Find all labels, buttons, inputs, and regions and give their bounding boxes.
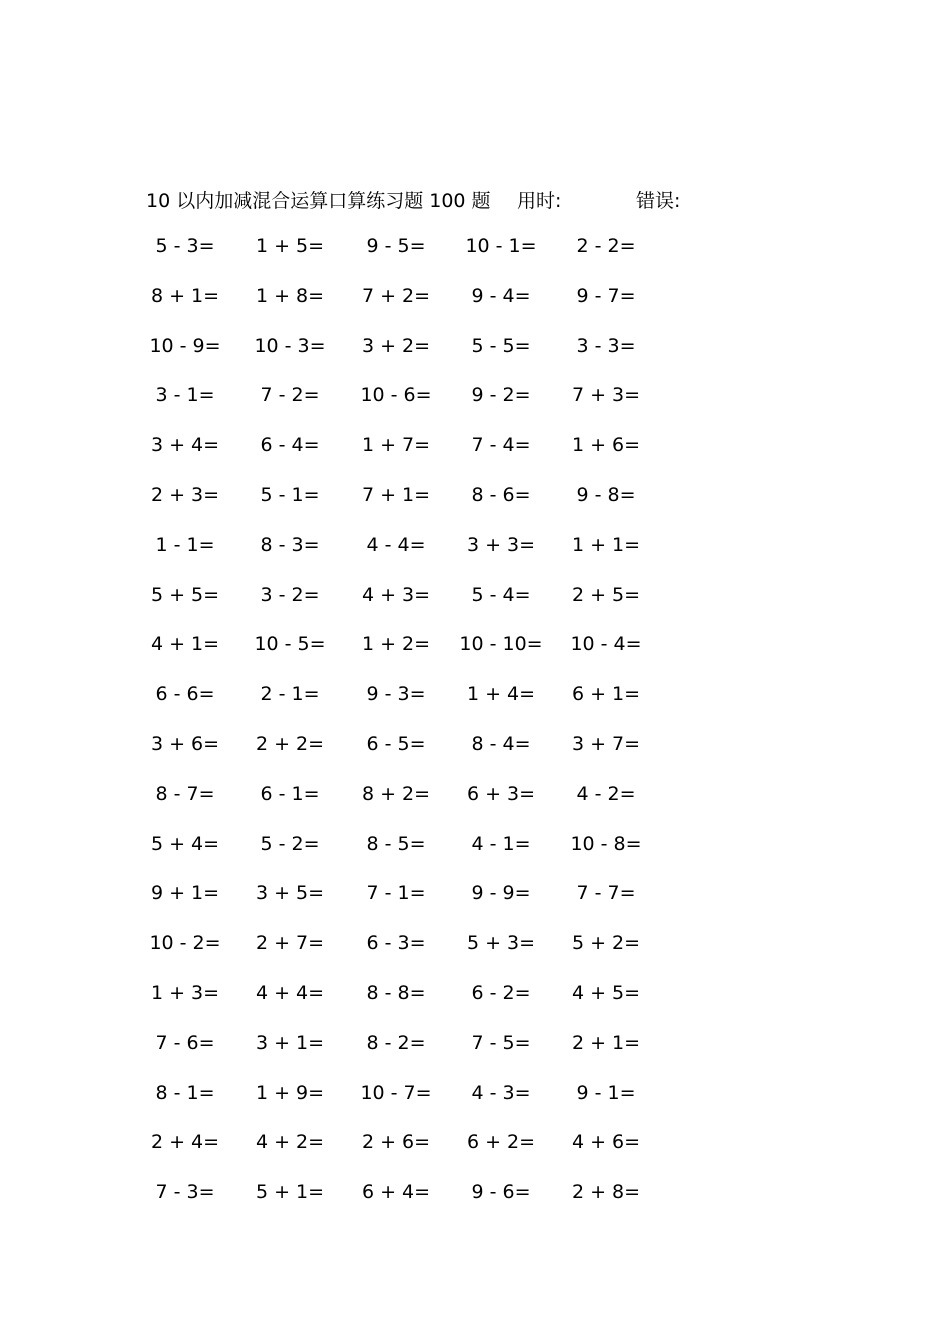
problem-row (0, 534, 950, 564)
arithmetic-problem: 5 + 1= (255, 1181, 325, 1204)
arithmetic-problem: 5 - 2= (260, 832, 320, 855)
worksheet-title: 10 以内加减混合运算口算练习题 100 题 (146, 190, 491, 212)
arithmetic-problem: 4 + 1= (150, 633, 220, 656)
arithmetic-problem: 6 - 4= (260, 434, 320, 457)
arithmetic-problem: 1 + 3= (150, 982, 220, 1004)
arithmetic-problem: 1 + 9= (255, 1081, 325, 1104)
arithmetic-problem: 1 + 6= (571, 434, 641, 457)
problem-row (0, 733, 950, 763)
arithmetic-problem: 8 - 3= (260, 533, 320, 556)
arithmetic-problem: 5 - 4= (471, 583, 531, 606)
arithmetic-problem: 10 - 5= (254, 633, 326, 656)
arithmetic-problem: 9 - 8= (576, 484, 636, 506)
arithmetic-problem: 9 - 5= (366, 235, 426, 257)
arithmetic-problem: 2 - 2= (576, 235, 636, 257)
arithmetic-problem: 7 - 5= (471, 1031, 531, 1054)
arithmetic-problem: 6 - 5= (366, 733, 426, 755)
problem-row (0, 683, 950, 713)
arithmetic-problem: 7 - 6= (155, 1031, 215, 1054)
arithmetic-problem: 7 + 2= (361, 284, 431, 307)
arithmetic-problem: 3 - 1= (155, 384, 215, 407)
arithmetic-problem: 2 + 6= (361, 1131, 431, 1154)
problem-row (0, 1082, 950, 1112)
arithmetic-problem: 1 + 2= (361, 633, 431, 656)
arithmetic-problem: 7 - 7= (576, 882, 636, 905)
problem-row (0, 633, 950, 663)
arithmetic-problem: 4 + 4= (255, 982, 325, 1004)
arithmetic-problem: 7 - 4= (471, 434, 531, 457)
arithmetic-problem: 9 - 3= (366, 683, 426, 706)
arithmetic-problem: 3 - 2= (260, 583, 320, 606)
problem-row (0, 1032, 950, 1062)
arithmetic-problem: 8 - 8= (366, 982, 426, 1004)
arithmetic-problem: 2 + 3= (150, 484, 220, 506)
problem-row (0, 384, 950, 414)
arithmetic-problem: 2 + 8= (571, 1181, 641, 1204)
arithmetic-problem: 6 + 2= (466, 1131, 536, 1154)
arithmetic-problem: 3 + 5= (255, 882, 325, 905)
arithmetic-problem: 6 + 4= (361, 1181, 431, 1204)
problem-row (0, 1181, 950, 1211)
arithmetic-problem: 10 - 6= (360, 384, 432, 407)
arithmetic-problem: 10 - 10= (459, 633, 543, 656)
arithmetic-problem: 1 + 8= (255, 284, 325, 307)
arithmetic-problem: 4 - 2= (576, 782, 636, 805)
arithmetic-problem: 4 + 3= (361, 583, 431, 606)
arithmetic-problem: 5 + 5= (150, 583, 220, 606)
arithmetic-problem: 4 - 1= (471, 832, 531, 855)
arithmetic-problem: 3 + 6= (150, 733, 220, 755)
arithmetic-problem: 7 - 3= (155, 1181, 215, 1204)
arithmetic-problem: 3 + 3= (466, 533, 536, 556)
problem-row (0, 584, 950, 614)
arithmetic-problem: 5 + 2= (571, 932, 641, 955)
arithmetic-problem: 10 - 1= (465, 235, 537, 257)
arithmetic-problem: 4 - 3= (471, 1081, 531, 1104)
arithmetic-problem: 5 - 3= (155, 235, 215, 257)
arithmetic-problem: 8 - 7= (155, 782, 215, 805)
arithmetic-problem: 7 + 1= (361, 484, 431, 506)
arithmetic-problem: 9 + 1= (150, 882, 220, 905)
arithmetic-problem: 6 - 3= (366, 932, 426, 955)
arithmetic-problem: 9 - 1= (576, 1081, 636, 1104)
arithmetic-problem: 8 - 1= (155, 1081, 215, 1104)
problem-row (0, 235, 950, 265)
arithmetic-problem: 3 + 7= (571, 733, 641, 755)
arithmetic-problem: 3 + 4= (150, 434, 220, 457)
arithmetic-problem: 6 - 2= (471, 982, 531, 1004)
arithmetic-problem: 1 + 4= (466, 683, 536, 706)
problem-row (0, 783, 950, 813)
arithmetic-problem: 10 - 9= (149, 334, 221, 357)
arithmetic-problem: 4 - 4= (366, 533, 426, 556)
arithmetic-problem: 5 - 1= (260, 484, 320, 506)
arithmetic-problem: 3 + 1= (255, 1031, 325, 1054)
arithmetic-problem: 10 - 3= (254, 334, 326, 357)
arithmetic-problem: 5 - 5= (471, 334, 531, 357)
arithmetic-problem: 8 - 5= (366, 832, 426, 855)
errors-label: 错误: (636, 190, 681, 212)
arithmetic-problem: 1 + 1= (571, 533, 641, 556)
arithmetic-problem: 1 + 5= (255, 235, 325, 257)
arithmetic-problem: 5 + 3= (466, 932, 536, 955)
arithmetic-problem: 10 - 7= (360, 1081, 432, 1104)
arithmetic-problem: 8 - 6= (471, 484, 531, 506)
problem-row (0, 285, 950, 315)
problem-row (0, 1131, 950, 1161)
arithmetic-problem: 4 + 6= (571, 1131, 641, 1154)
arithmetic-problem: 1 + 7= (361, 434, 431, 457)
arithmetic-problem: 6 - 6= (155, 683, 215, 706)
arithmetic-problem: 8 - 2= (366, 1031, 426, 1054)
problem-row (0, 833, 950, 863)
arithmetic-problem: 9 - 6= (471, 1181, 531, 1204)
arithmetic-problem: 7 - 1= (366, 882, 426, 905)
arithmetic-problem: 4 + 5= (571, 982, 641, 1004)
problem-row (0, 335, 950, 365)
arithmetic-problem: 10 - 2= (149, 932, 221, 955)
arithmetic-problem: 2 + 7= (255, 932, 325, 955)
arithmetic-problem: 9 - 9= (471, 882, 531, 905)
arithmetic-problem: 6 + 1= (571, 683, 641, 706)
arithmetic-problem: 6 + 3= (466, 782, 536, 805)
arithmetic-problem: 2 + 2= (255, 733, 325, 755)
problem-row (0, 982, 950, 1012)
arithmetic-problem: 1 - 1= (155, 533, 215, 556)
arithmetic-problem: 9 - 7= (576, 284, 636, 307)
arithmetic-problem: 3 + 2= (361, 334, 431, 357)
problem-row (0, 484, 950, 514)
time-used-label: 用时: (517, 190, 562, 212)
arithmetic-problem: 5 + 4= (150, 832, 220, 855)
problem-row (0, 882, 950, 912)
arithmetic-problem: 8 + 2= (361, 782, 431, 805)
arithmetic-problem: 2 + 5= (571, 583, 641, 606)
arithmetic-problem: 2 - 1= (260, 683, 320, 706)
problem-row (0, 932, 950, 962)
arithmetic-problem: 3 - 3= (576, 334, 636, 357)
arithmetic-problem: 6 - 1= (260, 782, 320, 805)
arithmetic-problem: 10 - 8= (570, 832, 642, 855)
arithmetic-problem: 9 - 4= (471, 284, 531, 307)
problem-row (0, 434, 950, 464)
arithmetic-problem: 2 + 1= (571, 1031, 641, 1054)
arithmetic-problem: 10 - 4= (570, 633, 642, 656)
arithmetic-problem: 8 - 4= (471, 733, 531, 755)
arithmetic-problem: 8 + 1= (150, 284, 220, 307)
arithmetic-problem: 9 - 2= (471, 384, 531, 407)
arithmetic-problem: 7 + 3= (571, 384, 641, 407)
arithmetic-problem: 7 - 2= (260, 384, 320, 407)
arithmetic-problem: 2 + 4= (150, 1131, 220, 1154)
arithmetic-problem: 4 + 2= (255, 1131, 325, 1154)
